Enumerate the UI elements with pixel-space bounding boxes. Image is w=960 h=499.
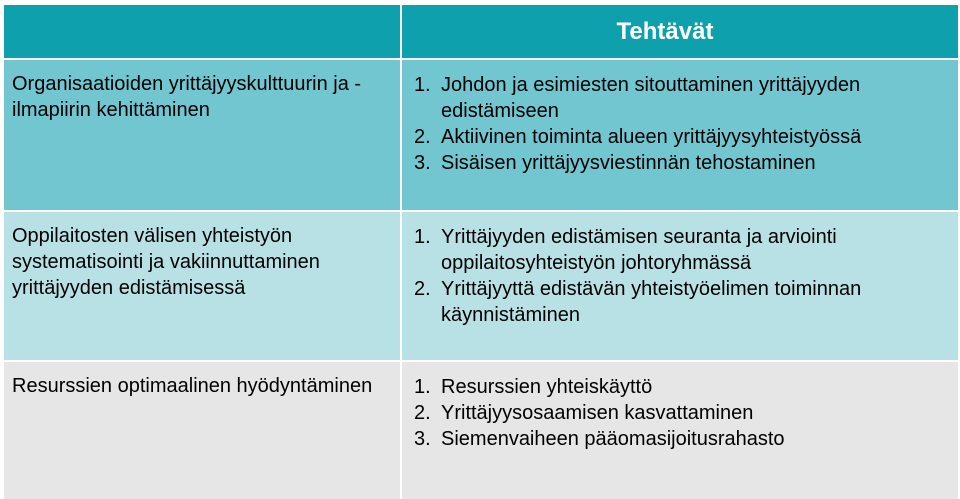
task-number: 2. bbox=[414, 126, 431, 148]
list-item bbox=[414, 426, 948, 452]
task-text: Johdon ja esimiesten sitouttaminen yrittäjyyden edistämiseen bbox=[441, 74, 861, 122]
task-text: Aktiivinen toiminta alueen yrittäjyysyhteistyössä bbox=[441, 126, 862, 148]
list-item bbox=[414, 400, 948, 426]
task-text: Yrittäjyysosaamisen kasvattaminen bbox=[441, 402, 754, 424]
goal-cell-1 bbox=[4, 60, 400, 210]
goal-text: Resurssien optimaalinen hyödyntäminen bbox=[12, 375, 373, 397]
task-text: Yrittäjyyden edistämisen seuranta ja arviointi oppilaitosyhteistyön johtoryhmässä bbox=[441, 226, 837, 274]
task-number: 1. bbox=[414, 376, 431, 398]
task-list bbox=[414, 224, 948, 328]
task-text: Yrittäjyyttä edistävän yhteistyöelimen toiminnan käynnistäminen bbox=[441, 278, 862, 326]
tasks-cell-2 bbox=[402, 212, 958, 360]
task-number: 3. bbox=[414, 428, 431, 450]
list-item bbox=[414, 150, 948, 176]
tasks-cell-1 bbox=[402, 60, 958, 210]
goal-text: Organisaatioiden yrittäjyyskulttuurin ja -ilmapiirin kehittäminen bbox=[12, 73, 362, 121]
tasks-cell-3 bbox=[402, 362, 958, 499]
goal-text: Oppilaitosten välisen yhteistyön systematisointi ja vakiinnuttaminen yrittäjyyden edistämisessä bbox=[12, 225, 320, 299]
list-item bbox=[414, 124, 948, 150]
list-item bbox=[414, 276, 948, 328]
task-number: 1. bbox=[414, 226, 431, 248]
task-list bbox=[414, 374, 948, 452]
list-item bbox=[414, 72, 948, 124]
task-number: 2. bbox=[414, 278, 431, 300]
task-number: 3. bbox=[414, 152, 431, 174]
tasks-table bbox=[4, 5, 956, 493]
task-list bbox=[414, 72, 948, 176]
list-item bbox=[414, 374, 948, 400]
header-empty-cell bbox=[4, 5, 400, 58]
task-text: Siemenvaiheen pääomasijoitusrahasto bbox=[441, 428, 785, 450]
task-text: Sisäisen yrittäjyysviestinnän tehostaminen bbox=[441, 152, 816, 174]
task-text: Resurssien yhteiskäyttö bbox=[441, 376, 653, 398]
list-item bbox=[414, 224, 948, 276]
task-number: 2. bbox=[414, 402, 431, 424]
goal-cell-2 bbox=[4, 212, 400, 360]
task-number: 1. bbox=[414, 74, 431, 96]
goal-cell-3 bbox=[4, 362, 400, 499]
header-title: Tehtävät bbox=[402, 5, 958, 58]
